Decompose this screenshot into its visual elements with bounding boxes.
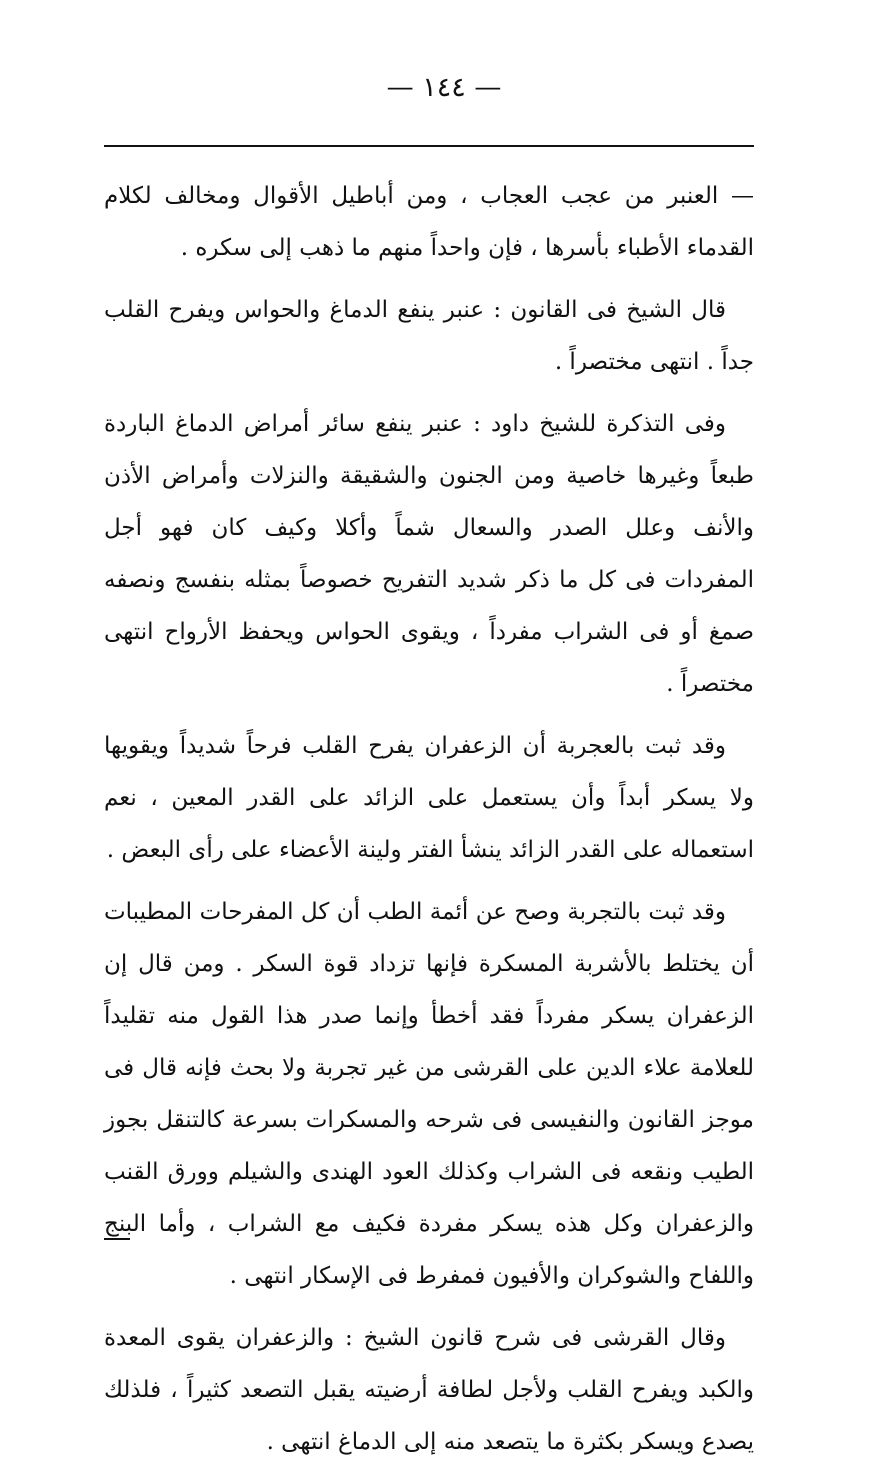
paragraph-qanun-quote: قال الشيخ فى القانون : عنبر ينفع الدماغ والحواس ويفرح القلب جداً . انتهى مختصراً . [104,297,754,375]
paragraph-exhilarants: وقد ثبت بالتجربة وصح عن أئمة الطب أن كل المفرحات المطيبات أن يختلط بالأشربة المسكرة فإنها تزداد قوة السكر . ومن قال إن الزعفران يسكر مفرداً فقد أخطأ وإنما صدر هذا القول منه تقليداً للعلامة علاء الدين على القرشى من غير تجربة ولا بحث فإنه قال فى موجز القانون والنفيسى فى شرحه والمسكرات بسرعة كالتنقل بجوز الطيب ونقعه فى الشراب وكذلك العود الهندى والشيلم وورق القنب والزعفران وكل هذه يسكر مفردة فكيف مع الشراب ، وأما البنج واللفاح والشوكران والأفيون فمفرط فى الإسكار انتهى . [104,899,754,1289]
paragraph-qurashi-commentary: وقال القرشى فى شرح قانون الشيخ : والزعفران يقوى المعدة والكبد ويفرح القلب ولأجل لطافة أرضيته يقبل التصعد كثيراً ، فلذلك يصدع ويسكر بكثرة ما يتصعد منه إلى الدماغ انتهى . [104,1325,754,1455]
header-rule [104,145,754,147]
page-number: — ١٤٤ — [386,72,502,103]
paragraph-tadhkira-quote: وفى التذكرة للشيخ داود : عنبر ينفع سائر أمراض الدماغ الباردة طبعاً وغيرها خاصية ومن الجنون والشقيقة والنزلات وأمراض الأذن والأنف وعلل الصدر والسعال شماً وأكلا وكيف كان فهو أجل المفردات فى كل ما ذكر شديد التفريح خصوصاً بمثله بنفسج ونصفه صمغ أو فى الشراب مفرداً ، ويقوى الحواس ويحفظ الأرواح انتهى مختصراً . [104,411,754,697]
paragraph-ambergris-opinion: — العنبر من عجب العجاب ، ومن أباطيل الأقوال ومخالف لكلام القدماء الأطباء بأسرها ، فإن واحداً منهم ما ذهب إلى سكره . [104,183,754,261]
body-text [104,170,754,1478]
footer-dash [104,1238,130,1240]
paragraph-saffron-experience: وقد ثبت بالعجربة أن الزعفران يفرح القلب فرحاً شديداً ويقويها ولا يسكر أبداً وأن يستعمل على الزائد على القدر المعين ، نعم استعماله على القدر الزائد ينشأ الفتر ولينة الأعضاء على رأى البعض . [104,733,754,863]
